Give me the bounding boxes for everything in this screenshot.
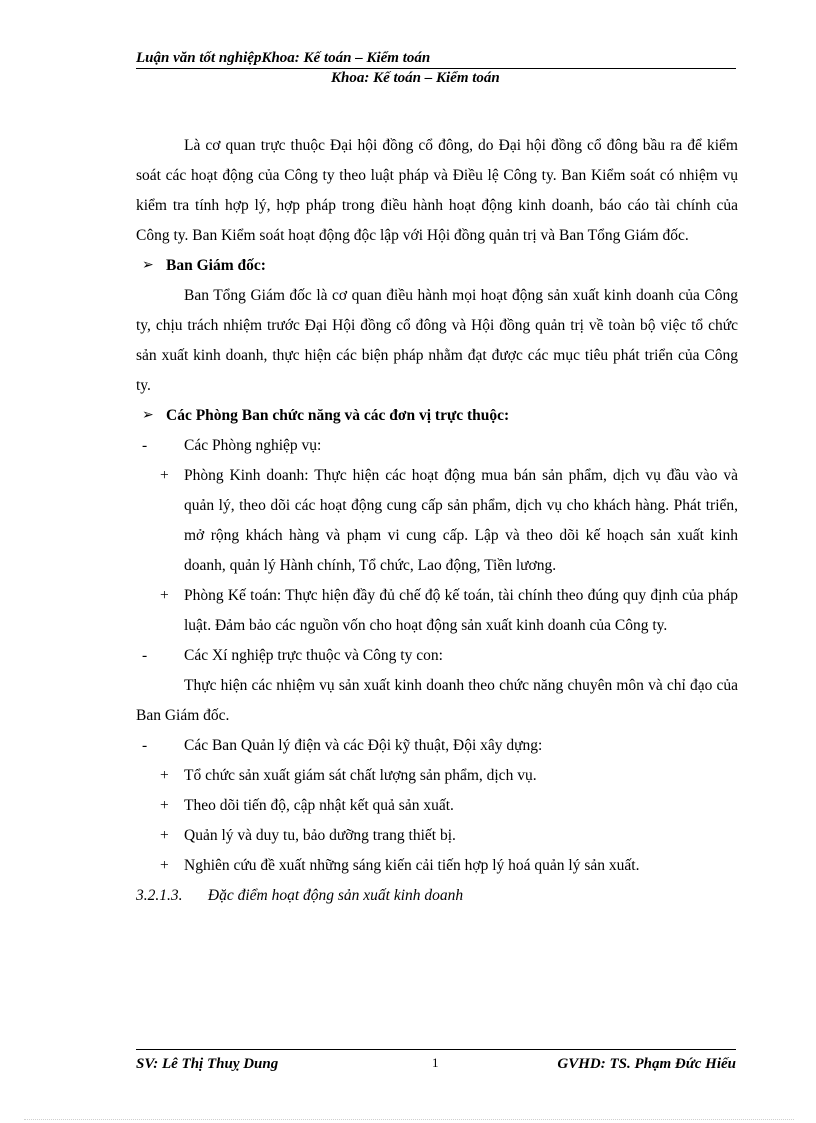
list-item-text: Các Phòng nghiệp vụ: [184,437,322,454]
list-item-management-teams [136,731,738,761]
plus-marker: + [160,797,169,814]
heading-text: Các Phòng Ban chức năng và các đơn vị trực thuộc: [166,407,510,424]
section-heading [136,881,738,911]
dash-marker: - [142,737,148,754]
heading-departments [136,401,738,431]
plus-marker: + [160,587,169,604]
plus-marker: + [160,827,169,844]
paragraph-supervisory-board: Là cơ quan trực thuộc Đại hội đồng cổ đông, do Đại hội đồng cổ đông bầu ra để kiểm soát các hoạt động của Công ty theo luật pháp và Điều lệ Công ty. Ban Kiểm soát có nhiệm vụ kiểm tra tính hợp lý, hợp pháp trong điều hành hoạt động kinh doanh, báo cáo tài chính của Công ty. Ban Kiểm soát hoạt động độc lập với Hội đồng quản trị và Ban Tổng Giám đốc. [136,137,738,244]
sub-item-text: Quản lý và duy tu, bảo dưỡng trang thiết bị. [184,827,456,844]
list-item-enterprises [136,641,738,671]
sub-item-accounting-department [136,581,738,641]
page-number: 1 [432,1055,439,1070]
arrow-bullet-icon: ➢ [142,258,154,273]
sub-item-text: Nghiên cứu đề xuất những sáng kiến cải tiến hợp lý hoá quản lý sản xuất. [184,857,640,874]
sub-item-innovation-proposals [136,851,738,881]
footer-student: SV: Lê Thị Thuỵ Dung [136,1056,279,1072]
footer-advisor: GVHD: TS. Phạm Đức Hiếu [557,1056,736,1072]
document-body [136,131,738,911]
sub-item-text: Tổ chức sản xuất giám sát chất lượng sản phẩm, dịch vụ. [184,767,537,784]
plus-marker: + [160,767,169,784]
sub-item-sales-department [136,461,738,581]
paragraph-enterprises: Thực hiện các nhiệm vụ sản xuất kinh doanh theo chức năng chuyên môn và chỉ đạo của Ban Giám đốc. [136,677,738,724]
plus-marker: + [160,467,169,484]
section-number: 3.2.1.3. [136,887,183,904]
sub-item-quality-supervision [136,761,738,791]
list-item-text: Các Ban Quản lý điện và các Đội kỹ thuật, Đội xây dựng: [184,737,543,754]
dash-marker: - [142,647,148,664]
dash-marker: - [142,437,148,454]
sub-item-text: Phòng Kinh doanh: Thực hiện các hoạt động mua bán sản phẩm, dịch vụ đầu vào và quản lý, theo dõi các hoạt động cung cấp sản phẩm, dịch vụ cho khách hàng. Phát triển, mở rộng khách hàng và phạm vi cung cấp. Lập và theo dõi kế hoạch sản xuất kinh doanh, quản lý Hành chính, Tổ chức, Lao động, Tiền lương. [184,467,738,574]
heading-text: Ban Giám đốc: [166,257,266,274]
list-item-text: Các Xí nghiệp trực thuộc và Công ty con: [184,647,443,664]
header-department: Khoa: Kế toán – Kiểm toán [331,70,500,86]
sub-item-progress-tracking [136,791,738,821]
footer-rule [136,1049,736,1050]
sub-item-text: Phòng Kế toán: Thực hiện đầy đủ chế độ kế toán, tài chính theo đúng quy định của pháp luật. Đảm bảo các nguồn vốn cho hoạt động sản xuất kinh doanh của Công ty. [184,587,738,634]
page-edge-divider [24,1119,794,1120]
paragraph-board-of-directors: Ban Tổng Giám đốc là cơ quan điều hành mọi hoạt động sản xuất kinh doanh của Công ty, chịu trách nhiệm trước Đại Hội đồng cổ đông và Hội đồng quản trị về toàn bộ việc tổ chức sản xuất kinh doanh, thực hiện các biện pháp nhằm đạt được các mục tiêu phát triển của Công ty. [136,287,738,394]
plus-marker: + [160,857,169,874]
header-rule [136,68,736,69]
arrow-bullet-icon: ➢ [142,408,154,423]
sub-item-equipment-maintenance [136,821,738,851]
heading-board-of-directors [136,251,738,281]
list-item-business-departments [136,431,738,461]
sub-item-text: Theo dõi tiến độ, cập nhật kết quả sản xuất. [184,797,454,814]
running-header-title: Luận văn tốt nghiệpKhoa: Kế toán – Kiểm toán [136,50,431,66]
section-title: Đặc điểm hoạt động sản xuất kinh doanh [207,887,464,904]
